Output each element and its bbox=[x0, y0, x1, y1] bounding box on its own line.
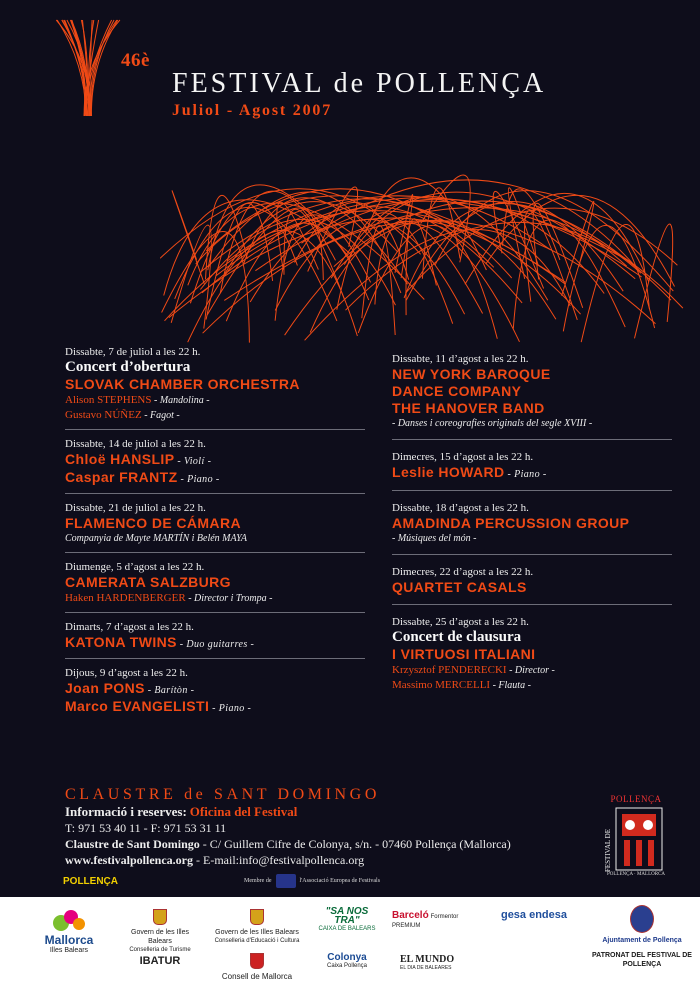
event-date: Dimecres, 15 d’agost a les 22 h. bbox=[392, 451, 534, 463]
event-item bbox=[392, 615, 692, 693]
ajuntament-logo: Ajuntament de Pollença PATRONAT DEL FESTIVAL DE POLLENÇA bbox=[588, 905, 696, 969]
pollenca-logo: POLLENÇA bbox=[63, 876, 118, 887]
event-performer: DANCE COMPANY bbox=[392, 383, 522, 399]
venue-title: CLAUSTRE de SANT DOMINGO bbox=[65, 786, 380, 803]
consell-logo: Consell de Mallorca bbox=[212, 953, 302, 981]
event-item bbox=[65, 560, 395, 606]
event-date: Dissabte, 11 d’agost a les 22 h. bbox=[392, 353, 529, 365]
art-line bbox=[206, 203, 273, 319]
colonya-logo: Colonya Caixa Pollença bbox=[326, 952, 368, 969]
divider bbox=[392, 439, 672, 440]
event-date: Dissabte, 25 d’agost a les 22 h. bbox=[392, 616, 529, 628]
member-association: Membre de l'Associació Europea de Festivals bbox=[244, 874, 380, 888]
event-performer: FLAMENCO DE CÁMARA bbox=[65, 515, 241, 531]
patronat-festival-logo: POLLENÇA FESTIVAL DE POLLENÇA · MALLORCA bbox=[604, 794, 666, 877]
ticket-info bbox=[65, 804, 511, 868]
divider bbox=[392, 554, 672, 555]
divider bbox=[392, 490, 672, 491]
festival-emblem-icon bbox=[614, 806, 664, 872]
divider bbox=[65, 552, 365, 553]
mallorca-flower-icon bbox=[49, 909, 89, 931]
event-performer: KATONA TWINS - Duo guitarres - bbox=[65, 634, 255, 650]
festival-title: FESTIVAL de POLLENÇA bbox=[172, 68, 547, 99]
event-date: Dijous, 9 d’agost a les 22 h. bbox=[65, 667, 188, 679]
event-soloist: Alison STEPHENS - Mandolina - bbox=[65, 394, 210, 406]
event-soloist: Haken HARDENBERGER - Director i Trompa - bbox=[65, 592, 273, 604]
event-performer: Marco EVANGELISTI - Piano - bbox=[65, 698, 252, 714]
gesa-endesa-logo: gesa endesa bbox=[500, 909, 568, 921]
art-line bbox=[563, 225, 654, 331]
event-note: Companyia de Mayte MARTÍN i Belén MAYA bbox=[65, 533, 248, 544]
divider bbox=[65, 493, 365, 494]
event-date: Dimarts, 7 d’agost a les 22 h. bbox=[65, 621, 194, 633]
ajuntament-arms-icon bbox=[630, 905, 654, 933]
sa-nostra-logo: "SA NOS TRA" CAIXA DE BALEARS bbox=[318, 906, 376, 932]
divider bbox=[65, 429, 365, 430]
event-item bbox=[65, 666, 395, 716]
event-item bbox=[392, 565, 692, 596]
event-date: Dissabte, 18 d’agost a les 22 h. bbox=[392, 502, 529, 514]
ibatur-logo: IBATUR bbox=[139, 955, 181, 967]
event-item bbox=[65, 345, 395, 423]
event-date: Dimecres, 22 d’agost a les 22 h. bbox=[392, 566, 534, 578]
mallorca-logo: Mallorca Illes Balears bbox=[34, 909, 104, 955]
website-link[interactable]: www.festivalpollenca.org bbox=[65, 853, 193, 867]
event-date: Dissabte, 14 de juliol a les 22 h. bbox=[65, 438, 206, 450]
efa-logo-icon bbox=[276, 874, 296, 888]
divider bbox=[65, 612, 365, 613]
event-performer: SLOVAK CHAMBER ORCHESTRA bbox=[65, 376, 300, 392]
divider bbox=[392, 604, 672, 605]
event-performer: I VIRTUOSI ITALIANI bbox=[392, 646, 536, 662]
event-performer: NEW YORK BAROQUE bbox=[392, 366, 551, 382]
program-column-left bbox=[65, 345, 395, 716]
coat-of-arms-icon bbox=[153, 909, 167, 925]
event-performer: Chloë HANSLIP - Violí - bbox=[65, 451, 212, 467]
event-item bbox=[392, 450, 692, 482]
barcelo-logo: Barceló Formentor PREMIUM bbox=[392, 910, 459, 929]
coat-of-arms-icon bbox=[250, 909, 264, 925]
event-performer: AMADINDA PERCUSSION GROUP bbox=[392, 515, 630, 531]
event-performer: Caspar FRANTZ - Piano - bbox=[65, 469, 220, 485]
art-line bbox=[486, 195, 675, 286]
festival-y-logo-icon bbox=[54, 18, 122, 118]
event-item bbox=[392, 352, 692, 431]
event-date: Dissabte, 21 de juliol a les 22 h. bbox=[65, 502, 206, 514]
program-column-right bbox=[392, 352, 692, 693]
art-line bbox=[358, 225, 497, 338]
event-note: - Músiques del món - bbox=[392, 533, 477, 544]
event-note: - Danses i coreografies originals del segle XVIII - bbox=[392, 418, 593, 429]
orange-line-artwork-icon bbox=[160, 138, 695, 343]
event-performer: Joan PONS - Barítòn - bbox=[65, 680, 195, 696]
phone-line: T: 971 53 40 11 - F: 971 53 31 11 bbox=[65, 821, 227, 835]
consell-arms-icon bbox=[250, 953, 264, 969]
event-item bbox=[65, 620, 395, 652]
event-item bbox=[65, 437, 395, 487]
govern-cultura-logo: Govern de les Illes Balears Conselleria d'Educació i Cultura bbox=[212, 909, 302, 946]
govern-turisme-logo: Govern de les Illes Balears Conselleria de Turisme bbox=[120, 909, 200, 955]
event-performer: QUARTET CASALS bbox=[392, 579, 527, 595]
edition-number: 46è bbox=[121, 50, 150, 71]
el-mundo-logo: EL MUNDO EL DIA DE BALEARES bbox=[400, 954, 455, 971]
event-heading: Concert de clausura bbox=[392, 629, 522, 645]
event-soloist: Krzysztof PENDERECKI - Director - bbox=[392, 664, 555, 676]
event-performer: Leslie HOWARD - Piano - bbox=[392, 464, 547, 480]
festival-dates: Juliol - Agost 2007 bbox=[172, 102, 332, 119]
logo-line bbox=[90, 20, 116, 116]
art-line bbox=[635, 224, 673, 338]
sponsor-bar bbox=[0, 897, 700, 995]
event-item bbox=[392, 501, 692, 546]
event-soloist: Gustavo NÚÑEZ - Fagot - bbox=[65, 409, 180, 421]
divider bbox=[65, 658, 365, 659]
event-date: Dissabte, 7 de juliol a les 22 h. bbox=[65, 346, 201, 358]
art-line bbox=[275, 219, 464, 314]
address-line: Claustre de Sant Domingo - C/ Guillem Cifre de Colonya, s/n. - 07460 Pollença (Mallorca) bbox=[65, 837, 511, 851]
email-link[interactable]: - E-mail:info@festivalpollenca.org bbox=[193, 853, 365, 867]
event-performer: THE HANOVER BAND bbox=[392, 400, 545, 416]
event-performer: CAMERATA SALZBURG bbox=[65, 574, 231, 590]
web-line bbox=[65, 852, 511, 868]
event-heading: Concert d’obertura bbox=[65, 359, 191, 375]
event-date: Diumenge, 5 d’agost a les 22 h. bbox=[65, 561, 205, 573]
art-line bbox=[331, 196, 548, 300]
reservations-line: Informació i reserves: Oficina del Festival bbox=[65, 804, 298, 819]
event-soloist: Massimo MERCELLI - Flauta - bbox=[392, 679, 531, 691]
event-item bbox=[65, 501, 395, 546]
